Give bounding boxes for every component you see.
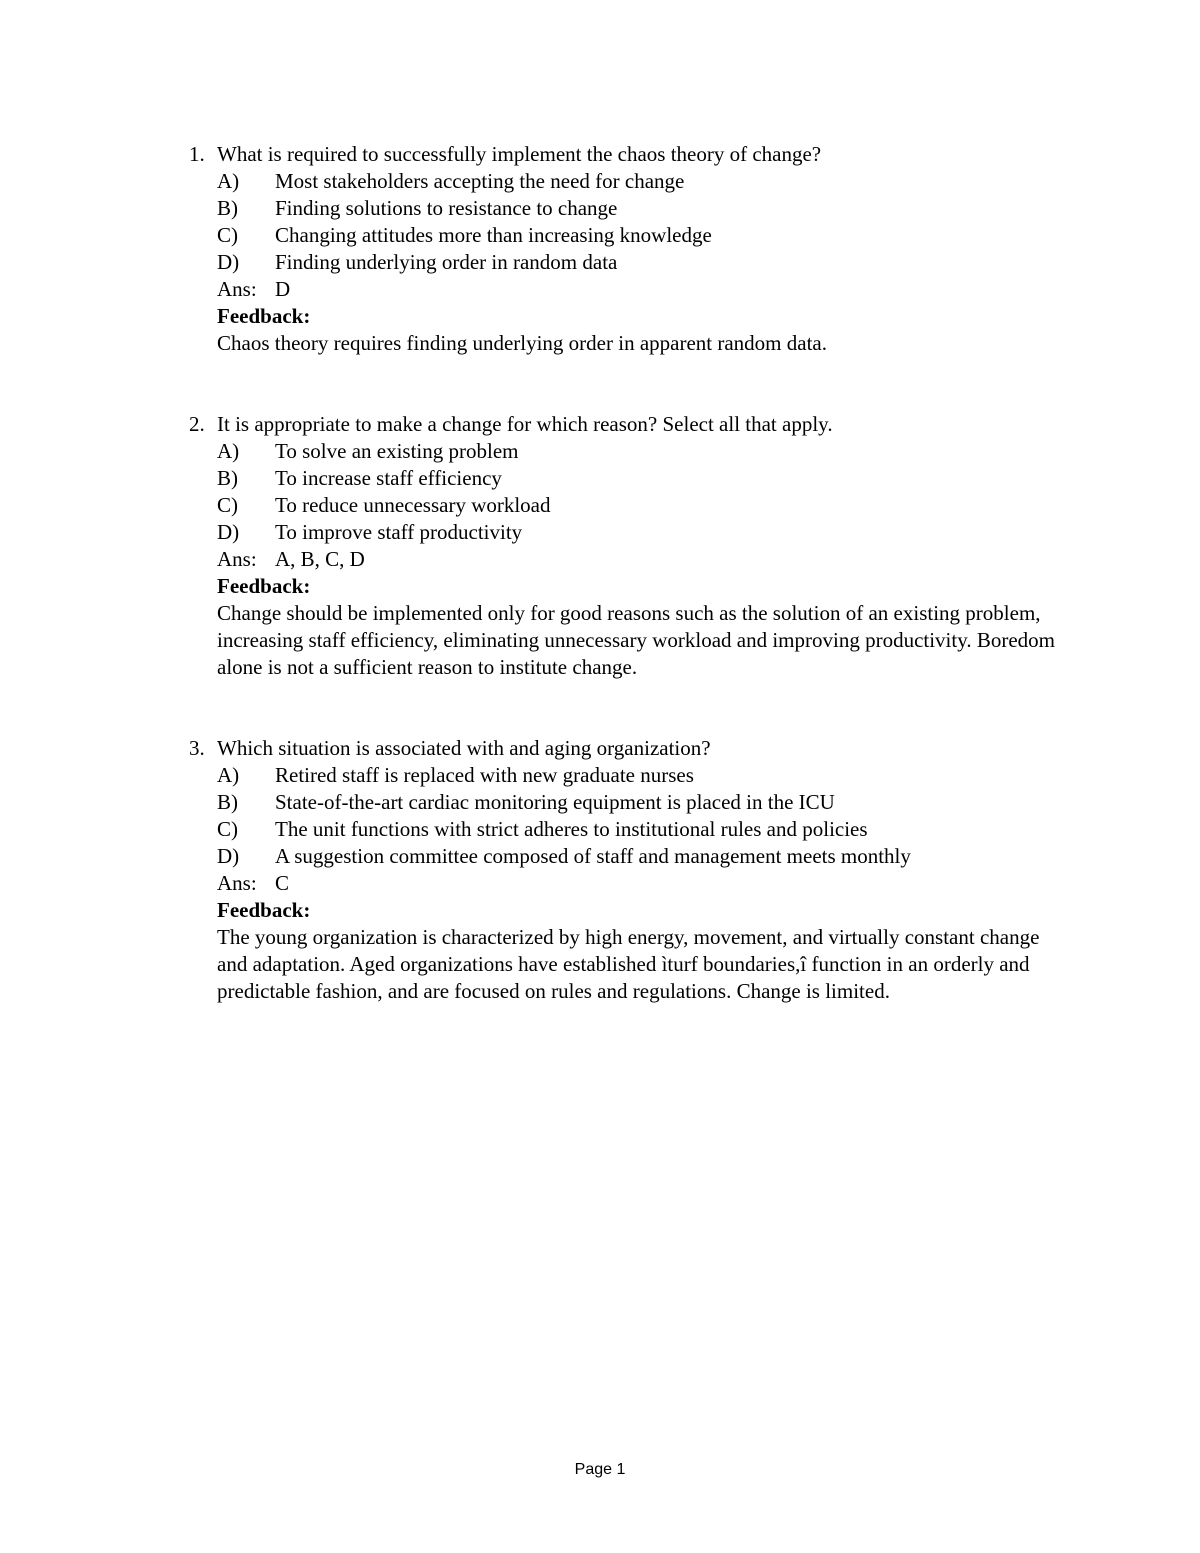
option-text: State-of-the-art cardiac monitoring equipment is placed in the ICU (275, 790, 835, 814)
question-body (217, 762, 1069, 1005)
option-letter: C) (217, 223, 238, 247)
option-letter: B) (217, 196, 238, 220)
question-3 (189, 735, 1069, 1005)
option-letter: A) (217, 439, 240, 463)
question-number: 1. (189, 142, 205, 166)
option-text: To solve an existing problem (275, 439, 519, 463)
feedback-label: Feedback: (217, 898, 311, 922)
answer-label: Ans: (217, 547, 257, 571)
question-stem (189, 735, 1069, 762)
option-d (217, 519, 1069, 546)
question-number: 2. (189, 412, 205, 436)
feedback-text: Chaos theory requires finding underlying order in apparent random data. (217, 331, 827, 355)
feedback-text: Change should be implemented only for good reasons such as the solution of an existing problem, increasing staff efficiency, eliminating unnecessary workload and improving productivity. Boredom alone is not a sufficient reason to institute change. (217, 601, 1056, 679)
option-letter: C) (217, 493, 238, 517)
option-text: The unit functions with strict adheres to institutional rules and policies (275, 817, 868, 841)
answer-label: Ans: (217, 277, 257, 301)
option-text: Finding underlying order in random data (275, 250, 618, 274)
feedback-label: Feedback: (217, 304, 311, 328)
option-letter: C) (217, 817, 238, 841)
option-text: Finding solutions to resistance to change (275, 196, 618, 220)
option-letter: B) (217, 790, 238, 814)
option-b (217, 465, 1069, 492)
page-footer (0, 1460, 1200, 1480)
page-number: Page 1 (574, 1461, 626, 1478)
option-b (217, 195, 1069, 222)
option-d (217, 249, 1069, 276)
answer-value: D (275, 277, 291, 301)
question-stem (189, 141, 1069, 168)
question-list (189, 141, 1069, 1005)
option-letter: D) (217, 844, 240, 868)
question-text: What is required to successfully implement the chaos theory of change? (217, 142, 822, 166)
answer-label: Ans: (217, 871, 257, 895)
question-body (217, 438, 1069, 681)
option-c (217, 816, 1069, 843)
answer-line (217, 870, 1069, 897)
option-text: To reduce unnecessary workload (275, 493, 551, 517)
question-number: 3. (189, 736, 205, 760)
option-b (217, 789, 1069, 816)
answer-value: C (275, 871, 290, 895)
option-text: To improve staff productivity (275, 520, 523, 544)
option-c (217, 222, 1069, 249)
option-letter: D) (217, 250, 240, 274)
option-text: Retired staff is replaced with new graduate nurses (275, 763, 694, 787)
option-text: Most stakeholders accepting the need for change (275, 169, 685, 193)
question-body (217, 168, 1069, 357)
option-d (217, 843, 1069, 870)
option-letter: B) (217, 466, 238, 490)
question-1 (189, 141, 1069, 357)
feedback-label: Feedback: (217, 574, 311, 598)
option-letter: A) (217, 763, 240, 787)
option-letter: A) (217, 169, 240, 193)
question-text: Which situation is associated with and aging organization? (217, 736, 711, 760)
option-text: A suggestion committee composed of staff and management meets monthly (275, 844, 911, 868)
option-a (217, 762, 1069, 789)
question-stem (189, 411, 1069, 438)
option-text: Changing attitudes more than increasing knowledge (275, 223, 712, 247)
feedback-text: The young organization is characterized by high energy, movement, and virtually constant change and adaptation. Aged organizations have established ìturf boundaries,î function in an orderly and predictable fashion, and are focused on rules and regulations. Change is limited. (217, 925, 1040, 1003)
question-text: It is appropriate to make a change for which reason? Select all that apply. (217, 412, 833, 436)
answer-line (217, 276, 1069, 303)
answer-line (217, 546, 1069, 573)
option-a (217, 438, 1069, 465)
question-2 (189, 411, 1069, 681)
answer-value: A, B, C, D (275, 547, 365, 571)
option-c (217, 492, 1069, 519)
option-letter: D) (217, 520, 240, 544)
option-text: To increase staff efficiency (275, 466, 502, 490)
option-a (217, 168, 1069, 195)
